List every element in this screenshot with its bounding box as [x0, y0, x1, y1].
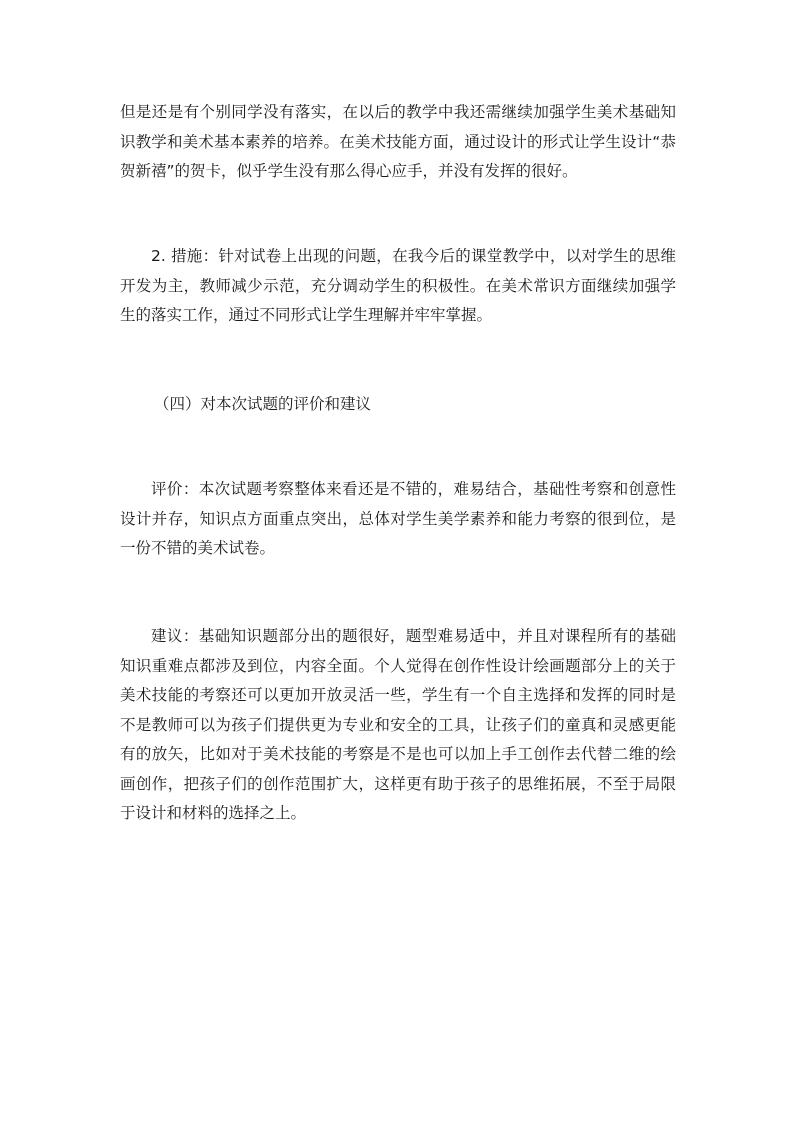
paragraph-continuation: 但是还是有个别同学没有落实，在以后的教学中我还需继续加强学生美术基础知识教学和美术基本素养的培养。在美术技能方面，通过设计的形式让学生设计“恭贺新禧”的贺卡，似乎学生没有那么得心应手，并没有发挥的很好。	[120, 103, 676, 180]
section-heading: （四）对本次试题的评价和建议	[154, 395, 372, 413]
paragraph-suggestion: 建议：基础知识题部分出的题很好，题型难易适中，并且对课程所有的基础知识重难点都涉及到位，内容全面。个人觉得在创作性设计绘画题部分上的关于美术技能的考察还可以更加开放灵活一些，学生有一个自主选择和发挥的同时是不是教师可以为孩子们提供更为专业和安全的工具，让孩子们的童真和灵感更能有的放矢，比如对于美术技能的考察是不是也可以加上手工创作去代替二维的绘画创作，把孩子们的创作范围扩大，这样更有助于孩子的思维拓展，不至于局限于设计和材料的选择之上。	[120, 627, 676, 822]
paragraph-measures: 2. 措施：针对试卷上出现的问题，在我今后的课堂教学中，以对学生的思维开发为主，教师减少示范，充分调动学生的积极性。在美术常识方面继续加强学生的落实工作，通过不同形式让学生理解并牢牢掌握。	[120, 247, 676, 324]
paragraph-evaluation: 评价：本次试题考察整体来看还是不错的，难易结合，基础性考察和创意性设计并存，知识点方面重点突出，总体对学生美学素养和能力考察的很到位，是一份不错的美术试卷。	[120, 480, 676, 557]
